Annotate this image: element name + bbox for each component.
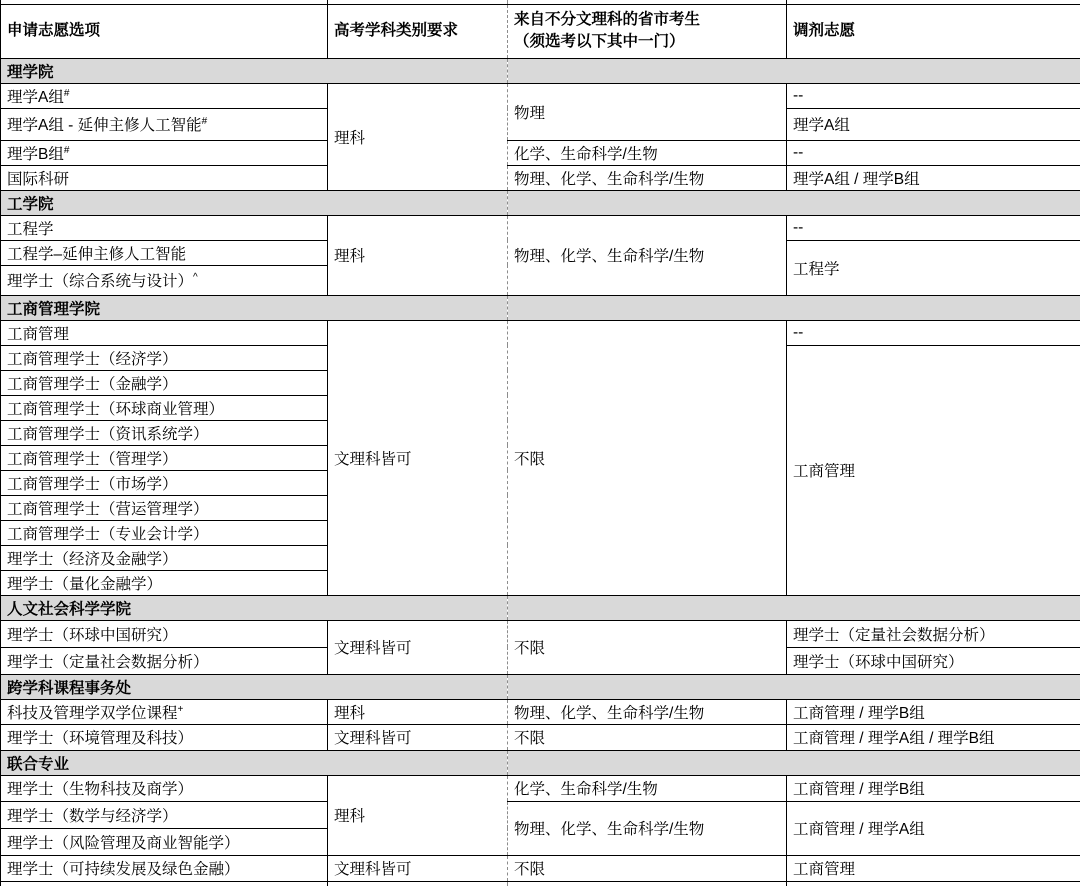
section-header-spacer xyxy=(508,58,1080,83)
header-gaokao-subject-requirement: 高考学科类别要求 xyxy=(328,4,508,58)
program-label: 理学A组 xyxy=(7,88,64,106)
cell-transfer-choice: 工程学 xyxy=(787,240,1080,295)
program-label: 理学士（综合系统与设计） xyxy=(7,273,194,290)
cell-program: 理学士（生物科技及商学） xyxy=(1,775,328,801)
cell-elective-subject: 不限 xyxy=(508,620,787,674)
header-application-choice: 申请志愿选项 xyxy=(1,4,328,58)
section-row-business xyxy=(1,295,1080,320)
cropped-cell xyxy=(328,881,508,886)
cropped-row-bottom xyxy=(1,881,1080,886)
cell-transfer-choice: 理学A组 xyxy=(787,108,1080,140)
program-label: 理学B组 xyxy=(7,145,64,163)
section-header-spacer xyxy=(508,674,1080,699)
superscript-mark: ^ xyxy=(193,271,198,283)
cell-program: 理学士（量化金融学） xyxy=(1,570,328,595)
section-header-joint-programs: 联合专业 xyxy=(1,750,508,775)
cropped-cell xyxy=(508,881,787,886)
cell-transfer-choice: -- xyxy=(787,140,1080,165)
cell-program: 工程学 xyxy=(1,215,328,240)
cell-transfer-choice: -- xyxy=(787,215,1080,240)
cell-elective-subject: 不限 xyxy=(508,320,787,595)
header-non-streamed-candidates xyxy=(508,4,787,58)
section-row-humanities xyxy=(1,595,1080,620)
cell-program: 理学士（经济及金融学） xyxy=(1,545,328,570)
cell-program: 理学士（环境管理及科技） xyxy=(1,724,328,750)
table-row xyxy=(1,215,1080,240)
cell-elective-subject: 物理、化学、生命科学/生物 xyxy=(508,215,787,295)
cell-program: 理学士（风险管理及商业智能学） xyxy=(1,828,328,855)
cell-elective-subject: 不限 xyxy=(508,855,787,881)
cell-program xyxy=(1,108,328,140)
superscript-mark: + xyxy=(177,703,184,715)
cell-subject-category: 文理科皆可 xyxy=(328,620,508,674)
table-row xyxy=(1,801,1080,828)
superscript-mark: # xyxy=(201,115,208,127)
cell-program: 国际科研 xyxy=(1,165,328,190)
cropped-cell xyxy=(787,881,1080,886)
cell-program: 工商管理学士（管理学） xyxy=(1,445,328,470)
cell-program: 工商管理学士（市场学） xyxy=(1,470,328,495)
cell-program: 理学士（数学与经济学） xyxy=(1,801,328,828)
cell-subject-category: 文理科皆可 xyxy=(328,855,508,881)
cell-program: 工商管理学士（环球商业管理） xyxy=(1,395,328,420)
cell-program xyxy=(1,83,328,108)
cell-transfer-choice: 理学A组 / 理学B组 xyxy=(787,165,1080,190)
cell-transfer-choice: 理学士（环球中国研究） xyxy=(787,647,1080,674)
table-row xyxy=(1,140,1080,165)
cell-transfer-choice: 工商管理 / 理学B组 xyxy=(787,775,1080,801)
program-label: 理学A组 - 延伸主修人工智能 xyxy=(7,117,202,134)
section-row-science xyxy=(1,58,1080,83)
cell-subject-category: 理科 xyxy=(328,775,508,855)
table-row xyxy=(1,83,1080,108)
header-row xyxy=(1,4,1080,58)
cell-program: 理学士（定量社会数据分析） xyxy=(1,647,328,674)
section-header-spacer xyxy=(508,595,1080,620)
program-label: 科技及管理学双学位课程 xyxy=(7,704,178,722)
section-header-interdisciplinary-programs-office: 跨学科课程事务处 xyxy=(1,674,508,699)
cell-subject-category: 文理科皆可 xyxy=(328,320,508,595)
cell-elective-subject: 物理、化学、生命科学/生物 xyxy=(508,699,787,724)
cell-program xyxy=(1,699,328,724)
cell-program: 工商管理学士（经济学） xyxy=(1,345,328,370)
cell-elective-subject: 物理 xyxy=(508,83,787,140)
cell-transfer-choice: -- xyxy=(787,83,1080,108)
section-header-spacer xyxy=(508,190,1080,215)
cell-program xyxy=(1,140,328,165)
header-transfer-choice: 调剂志愿 xyxy=(787,4,1080,58)
cell-subject-category: 文理科皆可 xyxy=(328,724,508,750)
section-header-spacer xyxy=(508,750,1080,775)
cell-elective-subject: 物理、化学、生命科学/生物 xyxy=(508,801,787,855)
table-row xyxy=(1,775,1080,801)
superscript-mark: # xyxy=(63,87,70,99)
cell-program: 工商管理学士（金融学） xyxy=(1,370,328,395)
cell-program: 工商管理学士（专业会计学） xyxy=(1,520,328,545)
header-line1: 来自不分文理科的省市考生 xyxy=(514,11,701,29)
cell-subject-category: 理科 xyxy=(328,83,508,190)
cell-program: 理学士（环球中国研究） xyxy=(1,620,328,647)
table-row xyxy=(1,620,1080,647)
cell-program: 工商管理学士（营运管理学） xyxy=(1,495,328,520)
cell-elective-subject: 物理、化学、生命科学/生物 xyxy=(508,165,787,190)
cell-transfer-choice: 工商管理 / 理学B组 xyxy=(787,699,1080,724)
cell-transfer-choice: 工商管理 / 理学A组 xyxy=(787,801,1080,855)
table-row xyxy=(1,699,1080,724)
section-header-spacer xyxy=(508,295,1080,320)
section-header-school-of-science: 理学院 xyxy=(1,58,508,83)
section-header-school-of-business: 工商管理学院 xyxy=(1,295,508,320)
cell-program xyxy=(1,265,328,295)
cell-transfer-choice: 理学士（定量社会数据分析） xyxy=(787,620,1080,647)
section-header-school-of-engineering: 工学院 xyxy=(1,190,508,215)
table-row xyxy=(1,724,1080,750)
cell-subject-category: 理科 xyxy=(328,699,508,724)
cell-transfer-choice: 工商管理 xyxy=(787,855,1080,881)
cell-elective-subject: 化学、生命科学/生物 xyxy=(508,140,787,165)
section-row-engineering xyxy=(1,190,1080,215)
section-row-joint-programs xyxy=(1,750,1080,775)
cell-transfer-choice: -- xyxy=(787,320,1080,345)
cell-program: 理学士（可持续发展及绿色金融） xyxy=(1,855,328,881)
section-row-interdisciplinary xyxy=(1,674,1080,699)
cell-program: 工商管理学士（资讯系统学） xyxy=(1,420,328,445)
cropped-cell xyxy=(1,881,328,886)
cell-elective-subject: 不限 xyxy=(508,724,787,750)
superscript-mark: # xyxy=(63,144,70,156)
section-header-school-of-humanities-social-science: 人文社会科学学院 xyxy=(1,595,508,620)
table-row xyxy=(1,855,1080,881)
cell-program: 工程学–延伸主修人工智能 xyxy=(1,240,328,265)
header-line2: （须选考以下其中一门） xyxy=(514,33,685,50)
cell-elective-subject: 化学、生命科学/生物 xyxy=(508,775,787,801)
cell-subject-category: 理科 xyxy=(328,215,508,295)
table-row xyxy=(1,165,1080,190)
cell-transfer-choice: 工商管理 / 理学A组 / 理学B组 xyxy=(787,724,1080,750)
cell-transfer-choice: 工商管理 xyxy=(787,345,1080,595)
cell-program: 工商管理 xyxy=(1,320,328,345)
table-row xyxy=(1,320,1080,345)
